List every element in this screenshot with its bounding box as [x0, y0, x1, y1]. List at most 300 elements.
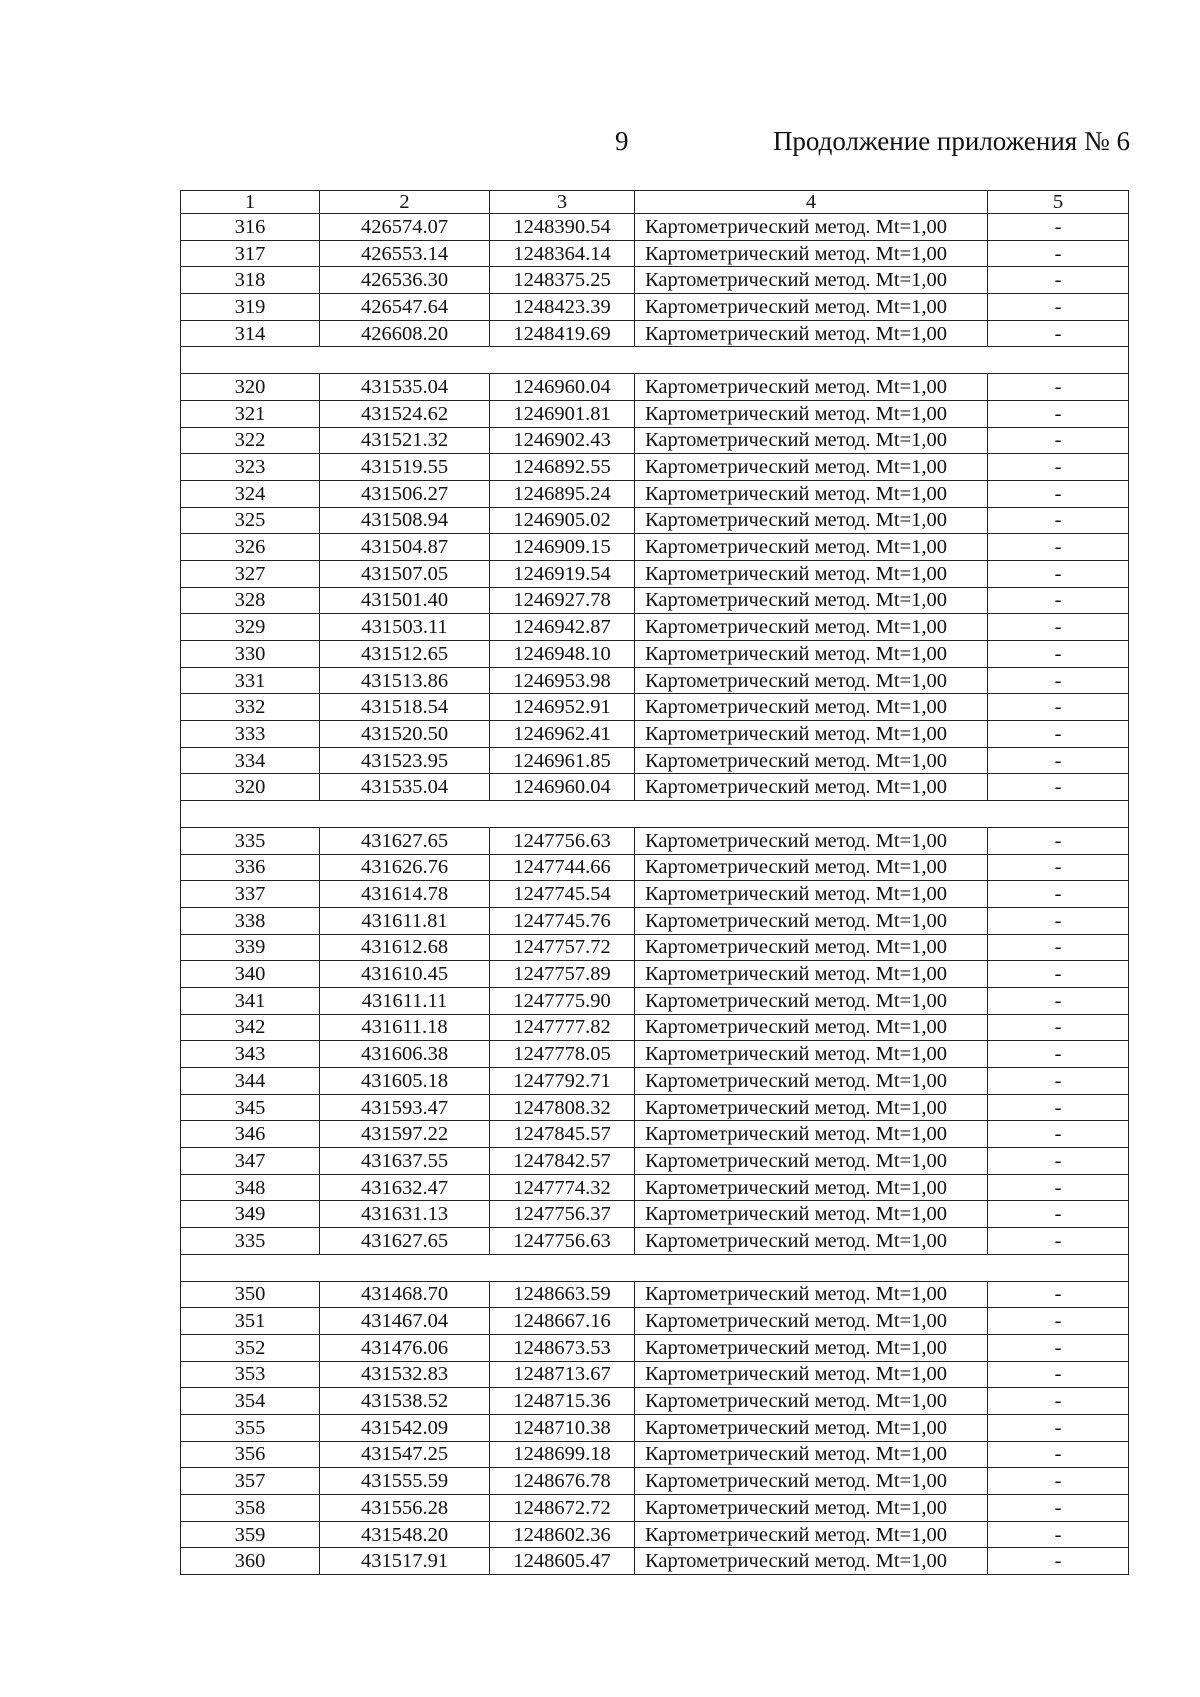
point-number-cell: 328: [181, 587, 320, 614]
x-coordinate-cell: 431611.81: [320, 907, 490, 934]
x-coordinate-cell: 431517.91: [320, 1548, 490, 1575]
point-number-cell: 319: [181, 294, 320, 321]
x-coordinate-cell: 431555.59: [320, 1468, 490, 1495]
y-coordinate-cell: 1248375.25: [490, 267, 635, 294]
x-coordinate-cell: 431538.52: [320, 1388, 490, 1415]
method-cell: Картометрический метод. Mt=1,00: [635, 587, 988, 614]
point-number-cell: 355: [181, 1414, 320, 1441]
error-cell: -: [988, 721, 1129, 748]
point-number-cell: 345: [181, 1094, 320, 1121]
error-cell: -: [988, 1228, 1129, 1255]
table-row: [181, 454, 1129, 481]
table-row: [181, 1228, 1129, 1255]
point-number-cell: 352: [181, 1334, 320, 1361]
y-coordinate-cell: 1248390.54: [490, 214, 635, 241]
error-cell: -: [988, 587, 1129, 614]
method-cell: Картометрический метод. Mt=1,00: [635, 1068, 988, 1095]
x-coordinate-cell: 431535.04: [320, 774, 490, 801]
table-row: [181, 1548, 1129, 1575]
method-cell: Картометрический метод. Mt=1,00: [635, 961, 988, 988]
x-coordinate-cell: 426553.14: [320, 240, 490, 267]
x-coordinate-cell: 431523.95: [320, 747, 490, 774]
error-cell: -: [988, 320, 1129, 347]
table-header-row: [181, 191, 1129, 214]
point-number-cell: 349: [181, 1201, 320, 1228]
table-row: [181, 614, 1129, 641]
point-number-cell: 316: [181, 214, 320, 241]
method-cell: Картометрический метод. Mt=1,00: [635, 1388, 988, 1415]
y-coordinate-cell: 1247745.76: [490, 907, 635, 934]
x-coordinate-cell: 431548.20: [320, 1521, 490, 1548]
table-row: [181, 1521, 1129, 1548]
separator-cell: [181, 801, 1129, 828]
error-cell: -: [988, 987, 1129, 1014]
y-coordinate-cell: 1247756.37: [490, 1201, 635, 1228]
x-coordinate-cell: 431519.55: [320, 454, 490, 481]
method-cell: Картометрический метод. Mt=1,00: [635, 1174, 988, 1201]
table-row: [181, 507, 1129, 534]
point-number-cell: 326: [181, 534, 320, 561]
table-row: [181, 1201, 1129, 1228]
x-coordinate-cell: 431542.09: [320, 1414, 490, 1441]
x-coordinate-cell: 431501.40: [320, 587, 490, 614]
x-coordinate-cell: 431606.38: [320, 1041, 490, 1068]
method-cell: Картометрический метод. Mt=1,00: [635, 881, 988, 908]
point-number-cell: 318: [181, 267, 320, 294]
y-coordinate-cell: 1246895.24: [490, 480, 635, 507]
point-number-cell: 342: [181, 1014, 320, 1041]
table-row: [181, 400, 1129, 427]
error-cell: -: [988, 507, 1129, 534]
point-number-cell: 347: [181, 1148, 320, 1175]
x-coordinate-cell: 431547.25: [320, 1441, 490, 1468]
error-cell: -: [988, 534, 1129, 561]
error-cell: -: [988, 934, 1129, 961]
error-cell: -: [988, 1388, 1129, 1415]
y-coordinate-cell: 1246960.04: [490, 374, 635, 401]
method-cell: Картометрический метод. Mt=1,00: [635, 294, 988, 321]
error-cell: -: [988, 1174, 1129, 1201]
table-row: [181, 694, 1129, 721]
y-coordinate-cell: 1247845.57: [490, 1121, 635, 1148]
method-cell: Картометрический метод. Mt=1,00: [635, 694, 988, 721]
table-row: [181, 534, 1129, 561]
point-number-cell: 327: [181, 560, 320, 587]
error-cell: -: [988, 667, 1129, 694]
y-coordinate-cell: 1247744.66: [490, 854, 635, 881]
y-coordinate-cell: 1248672.72: [490, 1495, 635, 1522]
table-row: [181, 427, 1129, 454]
x-coordinate-cell: 431556.28: [320, 1495, 490, 1522]
error-cell: -: [988, 1468, 1129, 1495]
error-cell: -: [988, 1068, 1129, 1095]
point-number-cell: 350: [181, 1281, 320, 1308]
table-row: [181, 774, 1129, 801]
point-number-cell: 346: [181, 1121, 320, 1148]
point-number-cell: 340: [181, 961, 320, 988]
x-coordinate-cell: 431611.18: [320, 1014, 490, 1041]
method-cell: Картометрический метод. Mt=1,00: [635, 454, 988, 481]
x-coordinate-cell: 431627.65: [320, 827, 490, 854]
y-coordinate-cell: 1248699.18: [490, 1441, 635, 1468]
y-coordinate-cell: 1248663.59: [490, 1281, 635, 1308]
method-cell: Картометрический метод. Mt=1,00: [635, 1041, 988, 1068]
x-coordinate-cell: 431513.86: [320, 667, 490, 694]
table-row: [181, 747, 1129, 774]
point-number-cell: 335: [181, 1228, 320, 1255]
x-coordinate-cell: 431637.55: [320, 1148, 490, 1175]
error-cell: -: [988, 1361, 1129, 1388]
method-cell: Картометрический метод. Mt=1,00: [635, 1521, 988, 1548]
x-coordinate-cell: 426574.07: [320, 214, 490, 241]
y-coordinate-cell: 1247757.89: [490, 961, 635, 988]
method-cell: Картометрический метод. Mt=1,00: [635, 774, 988, 801]
point-number-cell: 333: [181, 721, 320, 748]
method-cell: Картометрический метод. Mt=1,00: [635, 1495, 988, 1522]
column-header: 5: [988, 191, 1129, 214]
x-coordinate-cell: 431532.83: [320, 1361, 490, 1388]
x-coordinate-cell: 431520.50: [320, 721, 490, 748]
table-row: [181, 1495, 1129, 1522]
x-coordinate-cell: 431476.06: [320, 1334, 490, 1361]
method-cell: Картометрический метод. Mt=1,00: [635, 1361, 988, 1388]
method-cell: Картометрический метод. Mt=1,00: [635, 560, 988, 587]
y-coordinate-cell: 1246942.87: [490, 614, 635, 641]
table-row: [181, 667, 1129, 694]
y-coordinate-cell: 1248423.39: [490, 294, 635, 321]
table-row: [181, 641, 1129, 668]
point-number-cell: 324: [181, 480, 320, 507]
x-coordinate-cell: 426536.30: [320, 267, 490, 294]
method-cell: Картометрический метод. Mt=1,00: [635, 240, 988, 267]
point-number-cell: 331: [181, 667, 320, 694]
y-coordinate-cell: 1246961.85: [490, 747, 635, 774]
point-number-cell: 320: [181, 374, 320, 401]
table-row: [181, 294, 1129, 321]
table-row: [181, 721, 1129, 748]
method-cell: Картометрический метод. Mt=1,00: [635, 721, 988, 748]
x-coordinate-cell: 431605.18: [320, 1068, 490, 1095]
x-coordinate-cell: 431632.47: [320, 1174, 490, 1201]
y-coordinate-cell: 1248715.36: [490, 1388, 635, 1415]
method-cell: Картометрический метод. Mt=1,00: [635, 907, 988, 934]
method-cell: Картометрический метод. Mt=1,00: [635, 534, 988, 561]
error-cell: -: [988, 774, 1129, 801]
table-row: [181, 374, 1129, 401]
error-cell: -: [988, 294, 1129, 321]
point-number-cell: 357: [181, 1468, 320, 1495]
y-coordinate-cell: 1248602.36: [490, 1521, 635, 1548]
error-cell: -: [988, 240, 1129, 267]
x-coordinate-cell: 431504.87: [320, 534, 490, 561]
method-cell: Картометрический метод. Mt=1,00: [635, 267, 988, 294]
table-separator-row: [181, 801, 1129, 828]
separator-cell: [181, 1254, 1129, 1281]
error-cell: -: [988, 400, 1129, 427]
page-number: 9: [615, 126, 629, 156]
table-row: [181, 934, 1129, 961]
point-number-cell: 356: [181, 1441, 320, 1468]
error-cell: -: [988, 641, 1129, 668]
method-cell: Картометрический метод. Mt=1,00: [635, 1121, 988, 1148]
x-coordinate-cell: 426547.64: [320, 294, 490, 321]
point-number-cell: 314: [181, 320, 320, 347]
point-number-cell: 360: [181, 1548, 320, 1575]
point-number-cell: 339: [181, 934, 320, 961]
y-coordinate-cell: 1247778.05: [490, 1041, 635, 1068]
table-body: [181, 214, 1129, 1575]
error-cell: -: [988, 1148, 1129, 1175]
point-number-cell: 322: [181, 427, 320, 454]
table-separator-row: [181, 1254, 1129, 1281]
method-cell: Картометрический метод. Mt=1,00: [635, 1441, 988, 1468]
x-coordinate-cell: 431593.47: [320, 1094, 490, 1121]
y-coordinate-cell: 1248710.38: [490, 1414, 635, 1441]
error-cell: -: [988, 1281, 1129, 1308]
error-cell: -: [988, 694, 1129, 721]
table-row: [181, 907, 1129, 934]
error-cell: -: [988, 454, 1129, 481]
point-number-cell: 329: [181, 614, 320, 641]
column-header: 3: [490, 191, 635, 214]
x-coordinate-cell: 431611.11: [320, 987, 490, 1014]
x-coordinate-cell: 431507.05: [320, 560, 490, 587]
point-number-cell: 336: [181, 854, 320, 881]
table-separator-row: [181, 347, 1129, 374]
method-cell: Картометрический метод. Mt=1,00: [635, 427, 988, 454]
error-cell: -: [988, 854, 1129, 881]
table-row: [181, 1041, 1129, 1068]
table-row: [181, 267, 1129, 294]
error-cell: -: [988, 1495, 1129, 1522]
method-cell: Картометрический метод. Mt=1,00: [635, 374, 988, 401]
x-coordinate-cell: 431626.76: [320, 854, 490, 881]
point-number-cell: 321: [181, 400, 320, 427]
table-row: [181, 1174, 1129, 1201]
method-cell: Картометрический метод. Mt=1,00: [635, 667, 988, 694]
y-coordinate-cell: 1248605.47: [490, 1548, 635, 1575]
point-number-cell: 334: [181, 747, 320, 774]
x-coordinate-cell: 431614.78: [320, 881, 490, 908]
error-cell: -: [988, 1334, 1129, 1361]
error-cell: -: [988, 881, 1129, 908]
x-coordinate-cell: 431468.70: [320, 1281, 490, 1308]
table-row: [181, 1094, 1129, 1121]
error-cell: -: [988, 1041, 1129, 1068]
y-coordinate-cell: 1247774.32: [490, 1174, 635, 1201]
method-cell: Картометрический метод. Mt=1,00: [635, 641, 988, 668]
table-row: [181, 987, 1129, 1014]
y-coordinate-cell: 1246892.55: [490, 454, 635, 481]
point-number-cell: 348: [181, 1174, 320, 1201]
method-cell: Картометрический метод. Mt=1,00: [635, 1548, 988, 1575]
coordinates-table: [180, 190, 1129, 1575]
table-row: [181, 1281, 1129, 1308]
error-cell: -: [988, 427, 1129, 454]
table-row: [181, 1388, 1129, 1415]
error-cell: -: [988, 560, 1129, 587]
error-cell: -: [988, 961, 1129, 988]
y-coordinate-cell: 1247808.32: [490, 1094, 635, 1121]
y-coordinate-cell: 1246919.54: [490, 560, 635, 587]
error-cell: -: [988, 1548, 1129, 1575]
method-cell: Картометрический метод. Mt=1,00: [635, 987, 988, 1014]
y-coordinate-cell: 1247756.63: [490, 827, 635, 854]
y-coordinate-cell: 1248419.69: [490, 320, 635, 347]
y-coordinate-cell: 1248713.67: [490, 1361, 635, 1388]
error-cell: -: [988, 267, 1129, 294]
table-row: [181, 827, 1129, 854]
point-number-cell: 359: [181, 1521, 320, 1548]
point-number-cell: 317: [181, 240, 320, 267]
method-cell: Картометрический метод. Mt=1,00: [635, 1014, 988, 1041]
y-coordinate-cell: 1246902.43: [490, 427, 635, 454]
error-cell: -: [988, 1201, 1129, 1228]
table-row: [181, 214, 1129, 241]
method-cell: Картометрический метод. Mt=1,00: [635, 1308, 988, 1335]
column-header: 1: [181, 191, 320, 214]
method-cell: Картометрический метод. Mt=1,00: [635, 214, 988, 241]
table-row: [181, 560, 1129, 587]
error-cell: -: [988, 1521, 1129, 1548]
y-coordinate-cell: 1247775.90: [490, 987, 635, 1014]
y-coordinate-cell: 1246962.41: [490, 721, 635, 748]
x-coordinate-cell: 431508.94: [320, 507, 490, 534]
y-coordinate-cell: 1247745.54: [490, 881, 635, 908]
y-coordinate-cell: 1248676.78: [490, 1468, 635, 1495]
point-number-cell: 343: [181, 1041, 320, 1068]
x-coordinate-cell: 431503.11: [320, 614, 490, 641]
method-cell: Картометрический метод. Mt=1,00: [635, 854, 988, 881]
table-row: [181, 1441, 1129, 1468]
error-cell: -: [988, 1308, 1129, 1335]
error-cell: -: [988, 1441, 1129, 1468]
x-coordinate-cell: 431512.65: [320, 641, 490, 668]
point-number-cell: 323: [181, 454, 320, 481]
method-cell: Картометрический метод. Mt=1,00: [635, 507, 988, 534]
table-row: [181, 1121, 1129, 1148]
method-cell: Картометрический метод. Mt=1,00: [635, 747, 988, 774]
x-coordinate-cell: 431518.54: [320, 694, 490, 721]
table-row: [181, 961, 1129, 988]
table-row: [181, 240, 1129, 267]
table-row: [181, 1014, 1129, 1041]
x-coordinate-cell: 431631.13: [320, 1201, 490, 1228]
x-coordinate-cell: 431627.65: [320, 1228, 490, 1255]
method-cell: Картометрический метод. Mt=1,00: [635, 1281, 988, 1308]
y-coordinate-cell: 1246927.78: [490, 587, 635, 614]
y-coordinate-cell: 1246901.81: [490, 400, 635, 427]
error-cell: -: [988, 747, 1129, 774]
y-coordinate-cell: 1247777.82: [490, 1014, 635, 1041]
y-coordinate-cell: 1246905.02: [490, 507, 635, 534]
point-number-cell: 320: [181, 774, 320, 801]
point-number-cell: 335: [181, 827, 320, 854]
error-cell: -: [988, 214, 1129, 241]
y-coordinate-cell: 1247757.72: [490, 934, 635, 961]
error-cell: -: [988, 1414, 1129, 1441]
column-header: 2: [320, 191, 490, 214]
table-row: [181, 587, 1129, 614]
error-cell: -: [988, 374, 1129, 401]
table-row: [181, 320, 1129, 347]
method-cell: Картометрический метод. Mt=1,00: [635, 320, 988, 347]
x-coordinate-cell: 431467.04: [320, 1308, 490, 1335]
table-row: [181, 1468, 1129, 1495]
table-row: [181, 1414, 1129, 1441]
method-cell: Картометрический метод. Mt=1,00: [635, 614, 988, 641]
table-row: [181, 1361, 1129, 1388]
x-coordinate-cell: 431506.27: [320, 480, 490, 507]
table-row: [181, 881, 1129, 908]
x-coordinate-cell: 426608.20: [320, 320, 490, 347]
y-coordinate-cell: 1248673.53: [490, 1334, 635, 1361]
method-cell: Картометрический метод. Mt=1,00: [635, 480, 988, 507]
page-caption: Продолжение приложения № 6: [772, 126, 1130, 156]
y-coordinate-cell: 1247842.57: [490, 1148, 635, 1175]
table-row: [181, 1308, 1129, 1335]
method-cell: Картометрический метод. Mt=1,00: [635, 1414, 988, 1441]
method-cell: Картометрический метод. Mt=1,00: [635, 827, 988, 854]
point-number-cell: 338: [181, 907, 320, 934]
error-cell: -: [988, 1094, 1129, 1121]
table-row: [181, 1148, 1129, 1175]
separator-cell: [181, 347, 1129, 374]
point-number-cell: 325: [181, 507, 320, 534]
x-coordinate-cell: 431612.68: [320, 934, 490, 961]
y-coordinate-cell: 1246948.10: [490, 641, 635, 668]
point-number-cell: 344: [181, 1068, 320, 1095]
x-coordinate-cell: 431521.32: [320, 427, 490, 454]
point-number-cell: 332: [181, 694, 320, 721]
table-row: [181, 1068, 1129, 1095]
error-cell: -: [988, 480, 1129, 507]
table-row: [181, 480, 1129, 507]
y-coordinate-cell: 1246952.91: [490, 694, 635, 721]
error-cell: -: [988, 827, 1129, 854]
method-cell: Картометрический метод. Mt=1,00: [635, 934, 988, 961]
method-cell: Картометрический метод. Mt=1,00: [635, 1094, 988, 1121]
point-number-cell: 354: [181, 1388, 320, 1415]
column-header: 4: [635, 191, 988, 214]
error-cell: -: [988, 1014, 1129, 1041]
y-coordinate-cell: 1247756.63: [490, 1228, 635, 1255]
y-coordinate-cell: 1248364.14: [490, 240, 635, 267]
y-coordinate-cell: 1246953.98: [490, 667, 635, 694]
point-number-cell: 353: [181, 1361, 320, 1388]
error-cell: -: [988, 907, 1129, 934]
table-row: [181, 1334, 1129, 1361]
table-row: [181, 854, 1129, 881]
x-coordinate-cell: 431597.22: [320, 1121, 490, 1148]
x-coordinate-cell: 431610.45: [320, 961, 490, 988]
point-number-cell: 341: [181, 987, 320, 1014]
method-cell: Картометрический метод. Mt=1,00: [635, 400, 988, 427]
method-cell: Картометрический метод. Mt=1,00: [635, 1201, 988, 1228]
y-coordinate-cell: 1246909.15: [490, 534, 635, 561]
point-number-cell: 337: [181, 881, 320, 908]
error-cell: -: [988, 614, 1129, 641]
y-coordinate-cell: 1248667.16: [490, 1308, 635, 1335]
method-cell: Картометрический метод. Mt=1,00: [635, 1228, 988, 1255]
point-number-cell: 351: [181, 1308, 320, 1335]
y-coordinate-cell: 1246960.04: [490, 774, 635, 801]
method-cell: Картометрический метод. Mt=1,00: [635, 1468, 988, 1495]
method-cell: Картометрический метод. Mt=1,00: [635, 1334, 988, 1361]
x-coordinate-cell: 431524.62: [320, 400, 490, 427]
y-coordinate-cell: 1247792.71: [490, 1068, 635, 1095]
point-number-cell: 358: [181, 1495, 320, 1522]
